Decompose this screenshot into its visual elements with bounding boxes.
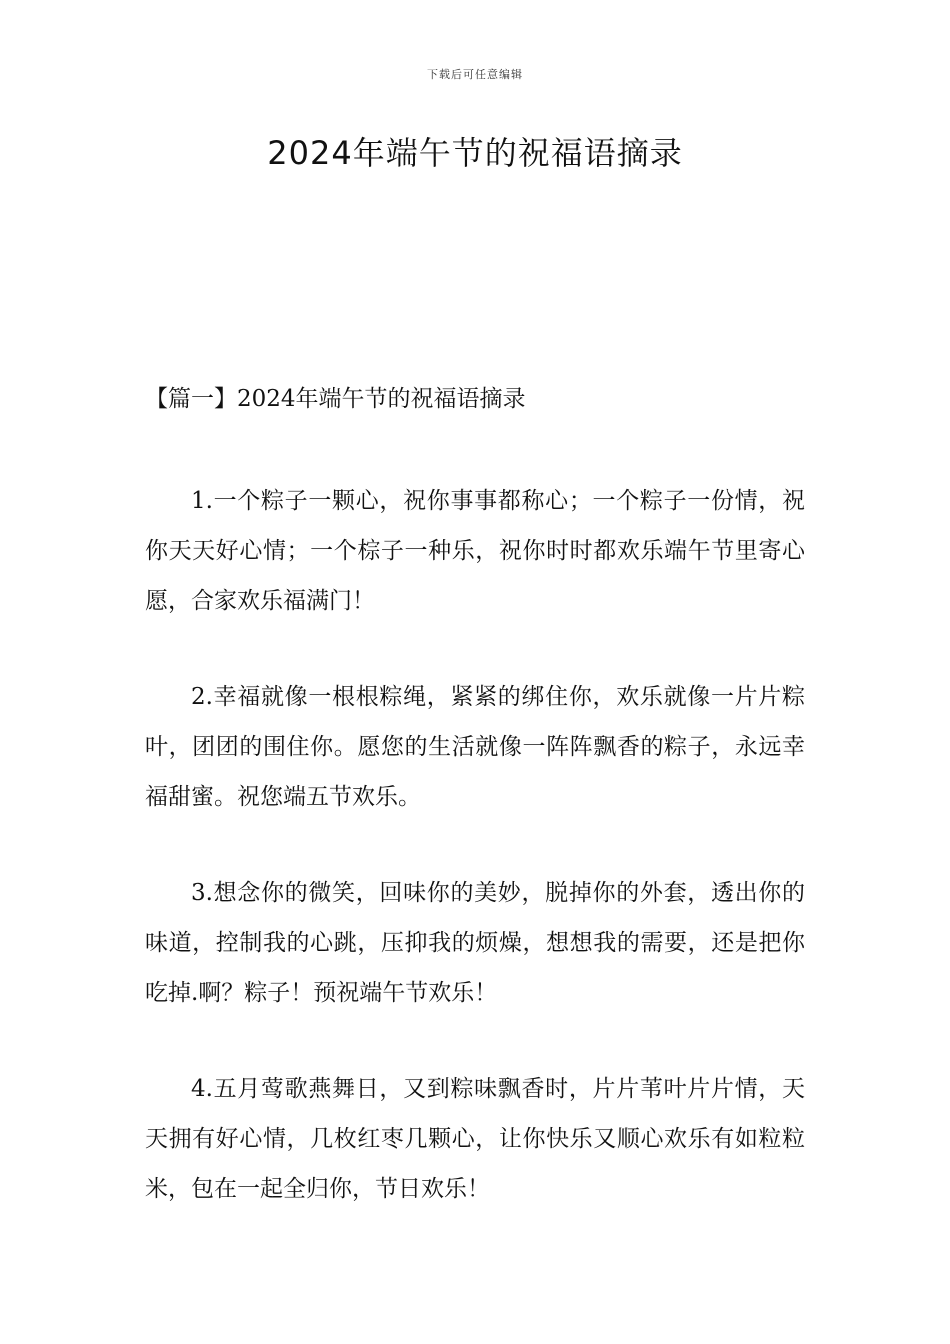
paragraph-2: 2.幸福就像一根根粽绳，紧紧的绑住你，欢乐就像一片片粽叶，团团的围住你。愿您的生活就像一阵阵飘香的粽子，永远幸福甜蜜。祝您端五节欢乐。 bbox=[145, 684, 805, 810]
paragraph-4: 4.五月莺歌燕舞日，又到粽味飘香时，片片苇叶片片情，天天拥有好心情，几枚红枣几颗心，让你快乐又顺心欢乐有如粒粒米，包在一起全归你，节日欢乐！ bbox=[145, 1076, 805, 1202]
document-body bbox=[145, 476, 805, 1260]
paragraph-3: 3.想念你的微笑，回味你的美妙，脱掉你的外套，透出你的味道，控制我的心跳，压抑我的烦燥，想想我的需要，还是把你吃掉.啊？粽子！预祝端午节欢乐！ bbox=[145, 880, 805, 1006]
header-note: 下载后可任意编辑 bbox=[427, 68, 523, 81]
section-heading: 【篇一】2024年端午节的祝福语摘录 bbox=[145, 386, 526, 412]
paragraph-1: 1.一个粽子一颗心，祝你事事都称心；一个粽子一份情，祝你天天好心情；一个棕子一种乐，祝你时时都欢乐端午节里寄心愿，合家欢乐福满门！ bbox=[145, 488, 805, 614]
document-title: 2024年端午节的祝福语摘录 bbox=[267, 134, 683, 172]
